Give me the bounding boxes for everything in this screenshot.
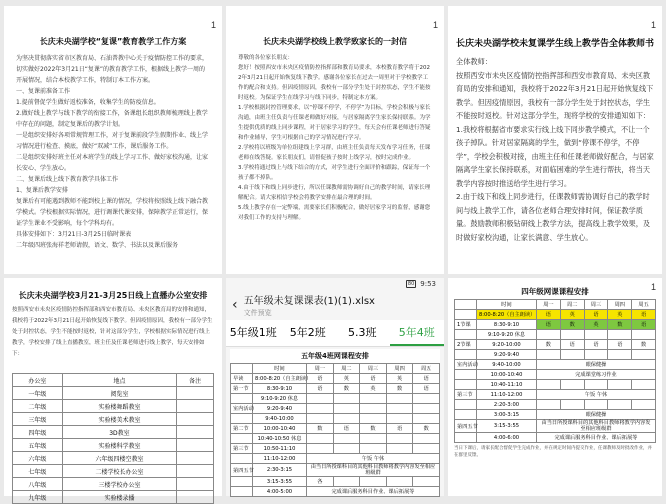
table-cell: 10:00-10:40 bbox=[253, 424, 307, 434]
sheet-tabs bbox=[226, 320, 444, 347]
table-row bbox=[13, 452, 214, 465]
table-cell bbox=[413, 477, 440, 487]
header-cell bbox=[231, 364, 253, 374]
table-cell: 语 bbox=[386, 424, 413, 434]
table-cell: 数 bbox=[632, 340, 656, 350]
table-cell: 3:00-3:15 bbox=[477, 410, 537, 420]
table-cell bbox=[177, 465, 214, 478]
table-cell bbox=[177, 400, 214, 413]
back-icon[interactable]: ‹ bbox=[232, 297, 238, 313]
table-cell: 数 bbox=[307, 424, 334, 434]
doc-title: 长庆未央湖学校“复课”教育教学工作方案 bbox=[39, 37, 187, 46]
table-cell: 2节课 bbox=[455, 340, 477, 350]
table-row bbox=[13, 400, 214, 413]
table-cell bbox=[177, 413, 214, 426]
table-cell bbox=[537, 330, 561, 340]
header-cell: 周五 bbox=[413, 364, 440, 374]
table-cell: 实验楼录播 bbox=[62, 491, 177, 504]
table-cell bbox=[360, 394, 387, 404]
table-row bbox=[231, 394, 440, 404]
table-cell bbox=[560, 350, 584, 360]
table-cell bbox=[360, 414, 387, 424]
table-cell bbox=[360, 404, 387, 414]
header-cell: 备注 bbox=[177, 374, 214, 387]
table-cell bbox=[584, 350, 608, 360]
table-cell bbox=[455, 310, 477, 320]
table-cell: 各 bbox=[307, 477, 334, 487]
table-cell: 语 bbox=[307, 384, 334, 394]
table-cell: 四年级 bbox=[13, 426, 63, 439]
table-cell: 英 bbox=[360, 384, 387, 394]
table-cell: 数 bbox=[360, 424, 387, 434]
table-cell: 数 bbox=[386, 384, 413, 394]
schedule-table bbox=[230, 363, 440, 497]
table-cell: 语 bbox=[333, 424, 360, 434]
table-cell bbox=[455, 433, 477, 443]
table-cell bbox=[608, 330, 632, 340]
tab-sheet-2[interactable]: 5年2班 bbox=[289, 326, 326, 339]
table-cell: 七年级 bbox=[13, 465, 63, 478]
header-cell: 周二 bbox=[560, 300, 584, 310]
header-cell: 周三 bbox=[584, 300, 608, 310]
table-cell bbox=[177, 387, 214, 400]
table-cell bbox=[584, 380, 608, 390]
table-cell bbox=[413, 394, 440, 404]
table-cell: 语 bbox=[584, 310, 608, 320]
table-cell bbox=[413, 444, 440, 454]
table-cell bbox=[386, 444, 413, 454]
table-row bbox=[455, 360, 656, 370]
doc-title: 长庆未央湖学校3月21-3月25日线上直播办公室安排 bbox=[18, 291, 208, 300]
table-cell: 语 bbox=[537, 320, 561, 330]
table-cell bbox=[455, 380, 477, 390]
table-cell bbox=[608, 350, 632, 360]
table-cell bbox=[537, 380, 561, 390]
page-number: 1 bbox=[650, 282, 656, 292]
table-cell: 第四五节 bbox=[455, 420, 477, 433]
table-cell: 3:15-3:55 bbox=[477, 420, 537, 433]
table-cell bbox=[177, 439, 214, 452]
table-cell: 五年级 bbox=[13, 439, 63, 452]
table-cell bbox=[608, 380, 632, 390]
table-row bbox=[231, 424, 440, 434]
table-cell bbox=[632, 330, 656, 340]
table-cell bbox=[307, 394, 334, 404]
table-row bbox=[231, 404, 440, 414]
table-cell: 语 bbox=[560, 340, 584, 350]
table-cell bbox=[584, 400, 608, 410]
table-cell bbox=[177, 426, 214, 439]
table-cell bbox=[386, 394, 413, 404]
table-cell bbox=[333, 414, 360, 424]
table-cell bbox=[231, 394, 253, 404]
table-cell bbox=[455, 410, 477, 420]
table-row bbox=[231, 487, 440, 497]
table-row bbox=[231, 374, 440, 384]
office-table bbox=[12, 373, 214, 504]
table-cell bbox=[231, 487, 253, 497]
header-cell: 周四 bbox=[608, 300, 632, 310]
table-row bbox=[231, 434, 440, 444]
table-cell: 4:00-5:00 bbox=[253, 487, 307, 497]
table-cell: 语 bbox=[632, 310, 656, 320]
table-cell: 英 bbox=[560, 310, 584, 320]
table-cell: 英 bbox=[386, 374, 413, 384]
table-row bbox=[231, 414, 440, 424]
table-cell bbox=[333, 477, 360, 487]
table-cell bbox=[632, 380, 656, 390]
table-cell: 数 bbox=[608, 320, 632, 330]
table-cell: 六年级四楼空教室 bbox=[62, 452, 177, 465]
table-cell: 语 bbox=[307, 374, 334, 384]
table-cell: 眼保健操 bbox=[537, 410, 656, 420]
table-cell: 2:20-3:00 bbox=[477, 400, 537, 410]
doc-page-grade4-schedule bbox=[448, 278, 662, 496]
table-row bbox=[455, 310, 656, 320]
sheet-title: 四年级网课课程安排 bbox=[521, 287, 589, 296]
table-cell: 数 bbox=[333, 384, 360, 394]
table-cell: 三楼学校办公室 bbox=[62, 478, 177, 491]
footnote: 当日下课后，请家长配合督促学生完成作业，并在规定时间内提交作业，任课教师及时批改作业，并在群里反馈。 bbox=[454, 446, 652, 458]
table-row bbox=[455, 420, 656, 433]
header-cell: 办公室 bbox=[13, 374, 63, 387]
battery-icon: 80 bbox=[407, 281, 415, 287]
header-cell: 周一 bbox=[307, 364, 334, 374]
page-number: 1 bbox=[650, 20, 656, 30]
header-cell: 时间 bbox=[253, 364, 307, 374]
table-cell: 完成课堂练习作业 bbox=[537, 370, 656, 380]
table-cell: 4:00-6:00 bbox=[477, 433, 537, 443]
table-cell bbox=[360, 444, 387, 454]
table-cell bbox=[231, 454, 253, 464]
table-cell: 英 bbox=[608, 310, 632, 320]
sheet-title: 五年级4班网课程安排 bbox=[301, 352, 369, 360]
table-cell: 实验楼科学教室 bbox=[62, 439, 177, 452]
table-row bbox=[13, 491, 214, 504]
file-header bbox=[226, 290, 444, 320]
doc-title: 长庆未央湖学校线上教学致家长的一封信 bbox=[263, 37, 407, 46]
table-cell: 9:20-9:40 bbox=[477, 350, 537, 360]
table-row bbox=[13, 387, 214, 400]
table-row bbox=[231, 454, 440, 464]
table-row bbox=[13, 465, 214, 478]
table-cell: 数 bbox=[413, 424, 440, 434]
table-cell bbox=[560, 380, 584, 390]
table-row bbox=[455, 433, 656, 443]
table-cell bbox=[608, 400, 632, 410]
table-cell bbox=[177, 491, 214, 504]
table-cell bbox=[455, 370, 477, 380]
table-cell bbox=[386, 477, 413, 487]
file-title: 五年级未复课课表(1)(1).xlsx bbox=[243, 296, 375, 307]
table-cell: 8:30-9:10 bbox=[477, 320, 537, 330]
table-header-row bbox=[13, 374, 214, 387]
table-cell: 9:20-9:40 bbox=[253, 404, 307, 414]
table-cell: 10:50-11:10 bbox=[253, 444, 307, 454]
table-cell: 语 bbox=[584, 340, 608, 350]
table-cell bbox=[333, 404, 360, 414]
table-row bbox=[455, 370, 656, 380]
table-cell bbox=[584, 330, 608, 340]
table-cell bbox=[632, 350, 656, 360]
table-cell bbox=[537, 350, 561, 360]
doc-body: 全体教师： 按照西安市未央区疫情防控指挥部和西安市教育局、未央区教育局的安排和通知，我校将于2022年3月21日起开始恢复线下教学。但因疫情原因，我校有一部分学生处于封控状态，学生不能按时返校。针对这部分学生，现将学校的安排通知如下： 1.我校将根据省市要求实行线上线下同步教学模式，不让一个孩子掉队。针对居家隔离的学生，做到“停课不停学，不停学”，学校会积极对接，由班主任和任课老师做好配合，与居家隔离学生家长保持联系，对面临困难的学生进行帮扶，将当天教学内容按时推送给学生进行学习。 2.由于线下和线上同步进行，任课教师需协调好自己的教学时间与线上教学工作，请各位老师合理安排时间，保证教学质量。鼓励教师积极钻研线上教学方法，提高线上教学效果，及时做好家校沟通，让家长满意、学生放心。 bbox=[456, 57, 654, 242]
table-cell: 3:15-3:55 bbox=[253, 477, 307, 487]
table-cell bbox=[360, 477, 387, 487]
doc-body: 为坚决贯彻落实省市区教育局、石油普教中心关于疫情防控工作的要求，切实做好2022年3月21日“复课”的教育教学工作，根据线上教学一周的开展情况，结合本校教学工作，特制订本工作方案。 一、复课前准备工作 1.提前督促学生做好返校准备，收集学生的防疫信息。 2.做好线上教学与线下教学的衔接工作，备课组长组织教师梳理线上教学中存在的问题，制定复课后的教学计划。 一是组织安排好各项常规管理工作，对于复课前段学生假期作业、线上学习情况进行检查、摸底，做好“双减”工作，课后服务工作。 二是组织安排好班主任对本班学生的线上学习工作、做好家校沟通，让家长安心、学生放心。 二、复课后线上线下教育教学具体工作 1、复课后教学安排 复课后有可能遇到教师不能到校上课的情况，学校将按照线上线下融合教学模式。学校根据实际情况，进行调课代课安排，保障教学正常运行，保证学生课业不受影响，每个学科均有。 具体安排如下：3月21日-3月25日临时课表 二年级四班张海祥老师请假，语文、数学、书法以及课后服务 bbox=[16, 55, 209, 249]
table-cell bbox=[413, 414, 440, 424]
table-cell: 英 bbox=[584, 320, 608, 330]
table-cell: 1节课 bbox=[455, 320, 477, 330]
table-cell: 8:00-8:20（自主朗读） bbox=[253, 374, 307, 384]
table-row bbox=[13, 439, 214, 452]
header-cell: 周二 bbox=[333, 364, 360, 374]
table-cell bbox=[455, 400, 477, 410]
doc-page-live-office-schedule bbox=[4, 278, 222, 502]
table-row bbox=[455, 400, 656, 410]
header-cell: 周四 bbox=[386, 364, 413, 374]
table-cell bbox=[307, 444, 334, 454]
table-cell: 9:20-10:00 bbox=[477, 340, 537, 350]
doc-page-parent-letter bbox=[226, 6, 444, 274]
table-cell: 室内活动 bbox=[455, 360, 477, 370]
table-cell: 第二节 bbox=[231, 424, 253, 434]
table-row bbox=[231, 464, 440, 477]
table-row bbox=[455, 410, 656, 420]
table-cell: 语 bbox=[413, 374, 440, 384]
table-cell bbox=[386, 434, 413, 444]
table-cell: 8:30-9:10 bbox=[253, 384, 307, 394]
table-cell bbox=[386, 404, 413, 414]
table-cell bbox=[333, 394, 360, 404]
table-cell: 九年级 bbox=[13, 491, 63, 504]
file-subtitle: 文件预览 bbox=[243, 309, 272, 317]
doc-body: 尊敬的各位家长朋友： 您好！按照西安市未央区疫情防控指挥部和教育局要求，本校教育教学将于2022年3月21日起开始恢复线下教学。感谢各位家长在过去一周里对于学校教学工作的配合和支持。但因疫情原因，我校有一部分学生处于封控状态，学生不能按时返校。为保证学生在线学习与线下同步，特制定本方案。 1.学校根据封控管理要求，以“停课不停学，不停学”为目标，学校会积极与家长沟通，由班主任负责与任课老师做好对接，与居家隔离学生家长保持联系。为学生提供优质的线上同步课程，对于居家学习的学生，每天会有任课老师进行答疑和作业辅导，学生可根据自己的学习情况进行学习。 2.学校将以班级为单位组建线上学习群，由班主任负责每天发布学习任务，任课老师在线答疑。家长朋友们，请督促孩子按时上线学习，按时完成作业。 3.学校将通过线上与线下结合的方式，对学生进行全面评价和跟踪，保证每一个孩子都不掉队。 4.由于线下和线上同步进行，所以任课教师需协调好自己的教学时间，请家长理解配合。请大家相信学校会将教学安排在最合理的时间。 5.线上教学存在一定弊端，需要家长们积极配合，做好居家学习的监督，感谢您对我们工作的支持与理解。 bbox=[238, 55, 431, 221]
table-row bbox=[231, 444, 440, 454]
spreadsheet-area bbox=[230, 349, 440, 497]
header-cell: 周一 bbox=[537, 300, 561, 310]
table-cell: 室内活动 bbox=[231, 404, 253, 414]
table-cell bbox=[307, 414, 334, 424]
table-cell: 2:30-3:15 bbox=[253, 464, 307, 477]
table-cell: 10:40-11:10 bbox=[477, 380, 537, 390]
table-cell bbox=[455, 350, 477, 360]
header-cell bbox=[455, 300, 477, 310]
table-cell: 眼保健操 bbox=[537, 360, 656, 370]
doc-body: 按照西安市未央区疫情防控指挥部和西安市教育局、未央区教育局的安排和通知，我校将于2022年3月21日起开始恢复线下教学。但因疫情原因，我校有一部分学生处于封控状态，学生不能按时返校，针对这部分学生，学校根据实际情况进行线上教学，学校安排了线上直播教室，班主任及任课老师进行线上教学，每天安排如下： bbox=[12, 307, 213, 357]
table-cell: 由当日所授课科目的其他科目教师将教学内容发至相应班级群 bbox=[307, 464, 440, 477]
table-cell: 第三节 bbox=[231, 444, 253, 454]
table-cell bbox=[333, 434, 360, 444]
table-cell: 语 bbox=[537, 310, 561, 320]
table-cell: 完成课后服务科目作业、课后拓展等 bbox=[537, 433, 656, 443]
table-cell: 英 bbox=[333, 374, 360, 384]
table-cell: 早读 bbox=[231, 374, 253, 384]
table-cell: 二年级 bbox=[13, 400, 63, 413]
table-cell bbox=[231, 414, 253, 424]
table-cell bbox=[333, 444, 360, 454]
table-cell bbox=[632, 400, 656, 410]
table-row bbox=[455, 380, 656, 390]
table-row bbox=[455, 330, 656, 340]
tab-sheet-4[interactable]: 5年4班 bbox=[390, 320, 445, 346]
table-cell: 11:10-12:00 bbox=[253, 454, 307, 464]
table-cell: 10:00-10:40 bbox=[477, 370, 537, 380]
table-cell: 八年级 bbox=[13, 478, 63, 491]
table-cell bbox=[413, 434, 440, 444]
table-cell: 完成课后服务科目作业、课后拓展等 bbox=[307, 487, 440, 497]
table-cell: 二楼学校长办公室 bbox=[62, 465, 177, 478]
table-cell bbox=[231, 434, 253, 444]
table-row bbox=[455, 350, 656, 360]
doc-title: 长庆未央湖学校未复课学生线上教学告全体教师书 bbox=[456, 39, 655, 49]
header-cell: 时间 bbox=[477, 300, 537, 310]
tab-sheet-3[interactable]: 5.3班 bbox=[348, 326, 377, 339]
table-cell bbox=[231, 477, 253, 487]
table-cell bbox=[560, 330, 584, 340]
table-row bbox=[455, 340, 656, 350]
page-number: 1 bbox=[432, 20, 438, 30]
table-cell bbox=[537, 400, 561, 410]
table-row bbox=[13, 478, 214, 491]
table-cell: 数 bbox=[560, 320, 584, 330]
table-cell: 实验楼美术教室 bbox=[62, 413, 177, 426]
table-cell: 数 bbox=[537, 340, 561, 350]
table-cell bbox=[560, 400, 584, 410]
table-cell bbox=[307, 404, 334, 414]
table-cell: 9:40-10:00 bbox=[253, 414, 307, 424]
table-cell: 午饭 午休 bbox=[307, 454, 440, 464]
header-cell: 周五 bbox=[632, 300, 656, 310]
table-cell: 第三节 bbox=[455, 390, 477, 400]
table-cell: 语 bbox=[413, 384, 440, 394]
header-cell: 地点 bbox=[62, 374, 177, 387]
table-cell: 9:10-9:20 休息 bbox=[477, 330, 537, 340]
table-row bbox=[13, 413, 214, 426]
table-cell: 第四五节 bbox=[231, 464, 253, 477]
table-cell: 9:40-10:00 bbox=[477, 360, 537, 370]
table-cell bbox=[360, 434, 387, 444]
table-row bbox=[455, 390, 656, 400]
header-cell: 周三 bbox=[360, 364, 387, 374]
table-cell: 10:40-10:50 休息 bbox=[253, 434, 307, 444]
status-time: 9:53 bbox=[420, 280, 436, 288]
table-cell: 语 bbox=[360, 374, 387, 384]
table-cell: 9:10-9:20 休息 bbox=[253, 394, 307, 404]
table-cell bbox=[177, 478, 214, 491]
table-cell bbox=[413, 404, 440, 414]
status-bar bbox=[226, 278, 444, 290]
page-number: 1 bbox=[210, 20, 216, 30]
table-cell: 实验楼舞蹈教室 bbox=[62, 400, 177, 413]
table-row bbox=[13, 426, 214, 439]
table-cell bbox=[386, 414, 413, 424]
table-cell: 六年级 bbox=[13, 452, 63, 465]
table-cell: 一年级 bbox=[13, 387, 63, 400]
doc-page-reopening-plan bbox=[4, 6, 222, 274]
doc-page-teacher-notice bbox=[448, 6, 662, 274]
table-cell: 语 bbox=[632, 320, 656, 330]
schedule-table bbox=[454, 299, 656, 443]
table-row bbox=[455, 320, 656, 330]
phone-xlsx-preview bbox=[226, 278, 444, 496]
table-cell bbox=[177, 452, 214, 465]
table-cell: 午饭 午休 bbox=[537, 390, 656, 400]
table-cell: 阅览室 bbox=[62, 387, 177, 400]
table-cell bbox=[307, 434, 334, 444]
table-cell bbox=[455, 330, 477, 340]
tab-sheet-1[interactable]: 5年级1班 bbox=[229, 326, 277, 339]
table-cell: 三年级 bbox=[13, 413, 63, 426]
table-cell: 11:10-12:00 bbox=[477, 390, 537, 400]
table-cell: 第一节 bbox=[231, 384, 253, 394]
table-cell: 8:00-8:20（自主朗读） bbox=[477, 310, 537, 320]
table-cell: 由当日所授课科目的其他科目教师将教学内容发至相应班级群 bbox=[537, 420, 656, 433]
table-row bbox=[231, 384, 440, 394]
table-row bbox=[231, 477, 440, 487]
table-cell: 3D教室 bbox=[62, 426, 177, 439]
table-cell: 语 bbox=[608, 340, 632, 350]
